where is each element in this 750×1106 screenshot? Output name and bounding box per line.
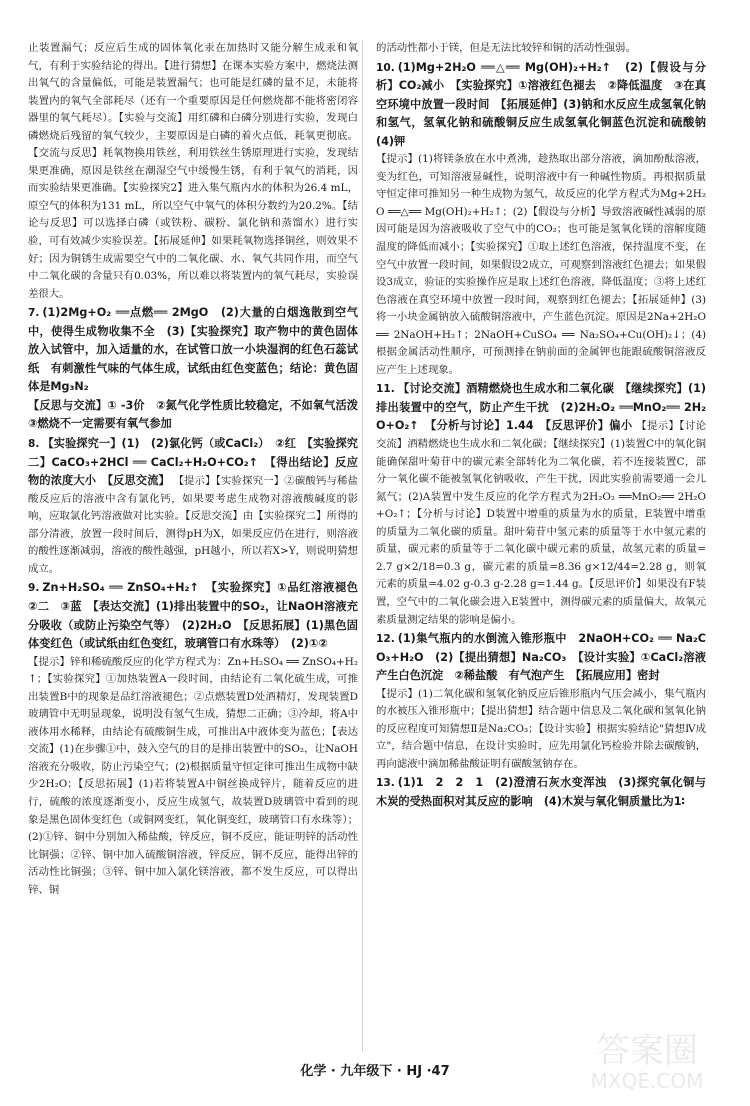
hint-text: 【提示】【讨论交流】酒精燃烧也生成水和二氧化碳；【继续探究】(1)装置C中的氧化铜能确保甜叶菊苷中的碳元素全部转化为二氧化碳，若不连接装置C，部分一氧化碳不能被氢氧化钠吸收，产生干扰，因此实验前需要通一会儿氮气；(2)A装置中发生反应的化学方程式为2H₂O₂ ══MnO₂══ 2H₂O+O₂↑；【分析与讨论】D装置中增重的质量为水的质量，E装置中增重的质量为二氧化碳的质量。甜叶菊苷中氢元素的质量等于水中氢元素的质量，碳元素的质量等于二氧化碳中碳元素的质量，故氢元素的质量=2.7 g×2/18=0.3 g，碳元素的质量=8.36 g×12/44=2.28 g，则氧元素的质量=4.02 g-0.3 g-2.28 g=1.44 g。【反思评价】如果没有F装置，空气中的二氧化碳会进入E装置中，测得碳元素的质量偏大，故氧元素质量测定结果的影响是偏小。 [376,420,706,626]
answer-text: (1)1 2 2 1 (2)澄清石灰水变浑浊 (3)探究氧化铜与木炭的受热面积对其反应的影响 (4)木炭与氧化铜质量比为1∶ [376,776,706,808]
answer-item-9 [28,579,370,899]
watermark-cn: 答案圈 [596,1031,698,1071]
item-number: 9. [28,582,40,595]
watermark-logo-icon [562,1024,732,1094]
answer-item-13 [376,774,706,811]
answer-item-11 [376,380,706,629]
watermark-en: MXQE.COM [590,1069,704,1093]
hint-text: 【提示】锌和稀硫酸反应的化学方程式为：Zn+H₂SO₄ ══ ZnSO₄+H₂↑；【实验探究】①加热装置A一段时间，由结论有二氧化硫生成，可推出装置B中的现象是品红溶液褪色；②点燃装置D处酒精灯，发现装置D玻璃管中无明显现象，说明没有氢气生成，猜想二正确；③冷却，将A中液体用水稀释，由结论有硫酸铜生成，可推出A中液体变为蓝色；【表达交流】(1)在步骤①中，鼓入空气的目的是排出装置中的SO₂，让NaOH溶液充分吸收，防止污染空气；(2)根据质量守恒定律可推出生成物中缺少2H₂O；【反思拓展】(1)若将装置A中铜丝换成锌片，随着反应的进行，硫酸的浓度逐渐变小，反应生成氢气，故装置D玻璃管中看到的现象是黑色固体变红色（或铜网变红，氧化铜变红，玻璃管口有水珠等）；(2)①锌、铜中分别加入稀盐酸，锌反应，铜不反应，能证明锌的活动性比铜强；②锌、铜中加入硫酸铜溶液，锌反应，铜不反应，能得出锌的活动性比铜强；③锌、铜中加入氯化镁溶液，都不发生反应，可以得出锌、铜 [28,655,358,896]
answer-text: (1)2Mg+O₂ ══点燃══ 2MgO (2)大量的白烟逸散到空气中，使得生成物收集不全 (3)【实验探究】取产物中的黄色固体放入试管中，加入适量的水，在试管口放一小块湿润的红色石蕊试纸 有刺激性气味的气体生成，试纸由红色变蓝色；结论：黄色固体是Mg₃N₂ [28,306,358,394]
item-number: 13. [376,777,395,790]
item-number: 8. [28,438,40,451]
hint-text: 【提示】(1)将镁条放在水中煮沸，趁热取出部分溶液，滴加酚酞溶液，变为红色，可知溶液显碱性，说明溶液中有一种碱性物质。再根据质量守恒定律可推知另一种生成物为氢气，故反应的化学方程式为Mg+2H₂O ══△══ Mg(OH)₂+H₂↑；(2)【假设与分析】导致溶液碱性减弱的原因可能是因为溶液吸收了空气中的CO₂；也可能是氢氧化镁的溶解度随温度的降低而减小；【实验探究】①取上述红色溶液，保持温度不变，在空气中放置一段时间，如果假设2成立，可观察到溶液红色褪去；如果假设3成立，验证的实验操作应是取上述红色溶液，降低温度；③将上述红色溶液在真空环境中放置一段时间，观察到红色褪去；【拓展延伸】(3)将一小块金属钠放入硫酸铜溶液中，产生蓝色沉淀。原因是2Na+2H₂O ══ 2NaOH+H₂↑；2NaOH+CuSO₄ ══ Na₂SO₄+Cu(OH)₂↓；(4)根据金属活动性顺序，可预测排在钠前面的金属钾也能跟硫酸铜溶液反应产生上述现象。 [376,153,706,376]
item-number: 11. [376,383,395,396]
answer-text: 【实验探究一】(1) (2)氯化钙（或CaCl₂） ②红 【实验探究二】CaCO₃+2HCl ══ CaCl₂+H₂O+CO₂↑ 【得出结论】反应物的浓度大小 【反思交流】 [28,437,358,488]
page-footer: 化学 · 九年级下 · HJ ·47 [300,1064,450,1079]
answer-text: 【反思与交流】① -3价 ②氮气化学性质比较稳定，不如氧气活泼 ③燃烧不一定需要有氧气参加 [28,398,370,431]
answer-item-8 [28,435,358,578]
right-column [376,40,718,813]
answer-text: (1)集气瓶内的水倒流入锥形瓶中 2NaOH+CO₂ ══ Na₂CO₃+H₂O (2)【提出猜想】Na₂CO₃ 【设计实验】①CaCl₂溶液 产生白色沉淀 ②稀盐酸 有气泡产生 【拓展应用】密封 [376,632,718,683]
hint-text: 【提示】(1)二氧化碳和氢氧化钠反应后锥形瓶内气压会减小，集气瓶内的水被压入锥形瓶中；【提出猜想】结合题中信息及二氧化碳和氢氧化钠的反应程度可知猜想Ⅱ是Na₂CO₃；【设计实验】根据实验结论"猜想Ⅳ成立"，结合题中信息，在设计实验时，应先用氯化钙检验并除去碳酸钠，再向滤液中滴加稀盐酸证明有碳酸氢钠存在。 [376,687,706,770]
item-6-continuation: 止装置漏气；反应后生成的固体氧化汞在加热时又能分解生成汞和氧气，有利于实验结论的得出。【进行猜想】在课本实验方案中，燃烧法测出氧气的含量偏低，可能是装置漏气；也可能是红磷的量不足，未能将装置内的氧气全部耗尽（还有一个重要原因是任何燃烧都不能将密闭容器里的氧气耗尽）。【实验与交流】用红磷和白磷分别进行实验，发现白磷燃烧后残留的氧气较少，主要原因是白磷的着火点低，耗氧更彻底。【交流与反思】耗氧物换用铁丝，利用铁丝生锈原理进行实验，发现结果更准确，原因是铁丝在潮湿空气中缓慢生锈，有利于氧气的消耗，因而实验结果更准确。【实验探究2】进入集气瓶内水的体积为26.4 mL，原空气的体积为131 mL，所以空气中氧气的体积分数约为20.2%。【结论与反思】可以选择白磷（或铁粉、碳粉、氯化钠和蒸馏水）进行实验，可有效减少实验误差。【拓展延伸】如果耗氧物选择铜丝，则效果不好；因为铜锈生成需要空气中的二氧化碳、水、氧气共同作用，而空气中二氧化碳的含量只有0.03%，所以难以将装置内的氧气耗尽，实验误差很大。 [28,42,358,300]
item-number: 10. [376,61,395,74]
hint-text: 【提示】【实验探究一】②碳酸钙与稀盐酸反应后的溶液中含有氯化钙，如果要考虑生成物对溶液酸碱度的影响，应取氯化钙溶液做对比实验。【反思交流】由【实验探究二】所得的部分清液，放置一段时间后，测得pH为X，如果反应仍在进行，则溶液的酸性逐渐减弱，溶液的酸性越强，pH越小，所以若X>Y，则说明猜想成立。 [28,475,358,575]
answer-text: Zn+H₂SO₄ ══ ZnSO₄+H₂↑ 【实验探究】①品红溶液褪色 ②二 ③蓝 【表达交流】(1)排出装置中的SO₂，让NaOH溶液充分吸收（或防止污染空气等） (2)2H₂O 【反思拓展】(1)黑色固体变红色（或试纸由红色变红，玻璃管口有水珠等） (2)①② [28,581,370,651]
answer-text: 【讨论交流】酒精燃烧也生成水和二氧化碳 【继续探究】(1)排出装置中的空气，防止产生干扰 (2)2H₂O₂ ══MnO₂══ 2H₂O+O₂↑ 【分析与讨论】1.44 【反思评价】偏小 [376,382,706,433]
answer-item-12 [376,630,718,773]
column-divider [362,40,363,1052]
item-9-continuation: 的活动性都小于镁，但是无法比较锌和铜的活动性强弱。 [376,42,636,54]
answer-item-7 [28,304,370,434]
answer-text: (1)Mg+2H₂O ══△══ Mg(OH)₂+H₂↑ (2)【假设与分析】CO₂减小 【实验探究】①溶液红色褪去 ②降低温度 ③在真空环境中放置一段时间 【拓展延伸】(3)钠和水反应生成氢氧化钠和氢气，氢氧化钠和硫酸铜反应生成氢氧化铜蓝色沉淀和硫酸钠 (4)钾 [376,60,718,148]
answer-item-10 [376,59,718,380]
item-number: 7. [28,307,40,320]
left-column [28,40,370,900]
item-number: 12. [376,633,395,646]
